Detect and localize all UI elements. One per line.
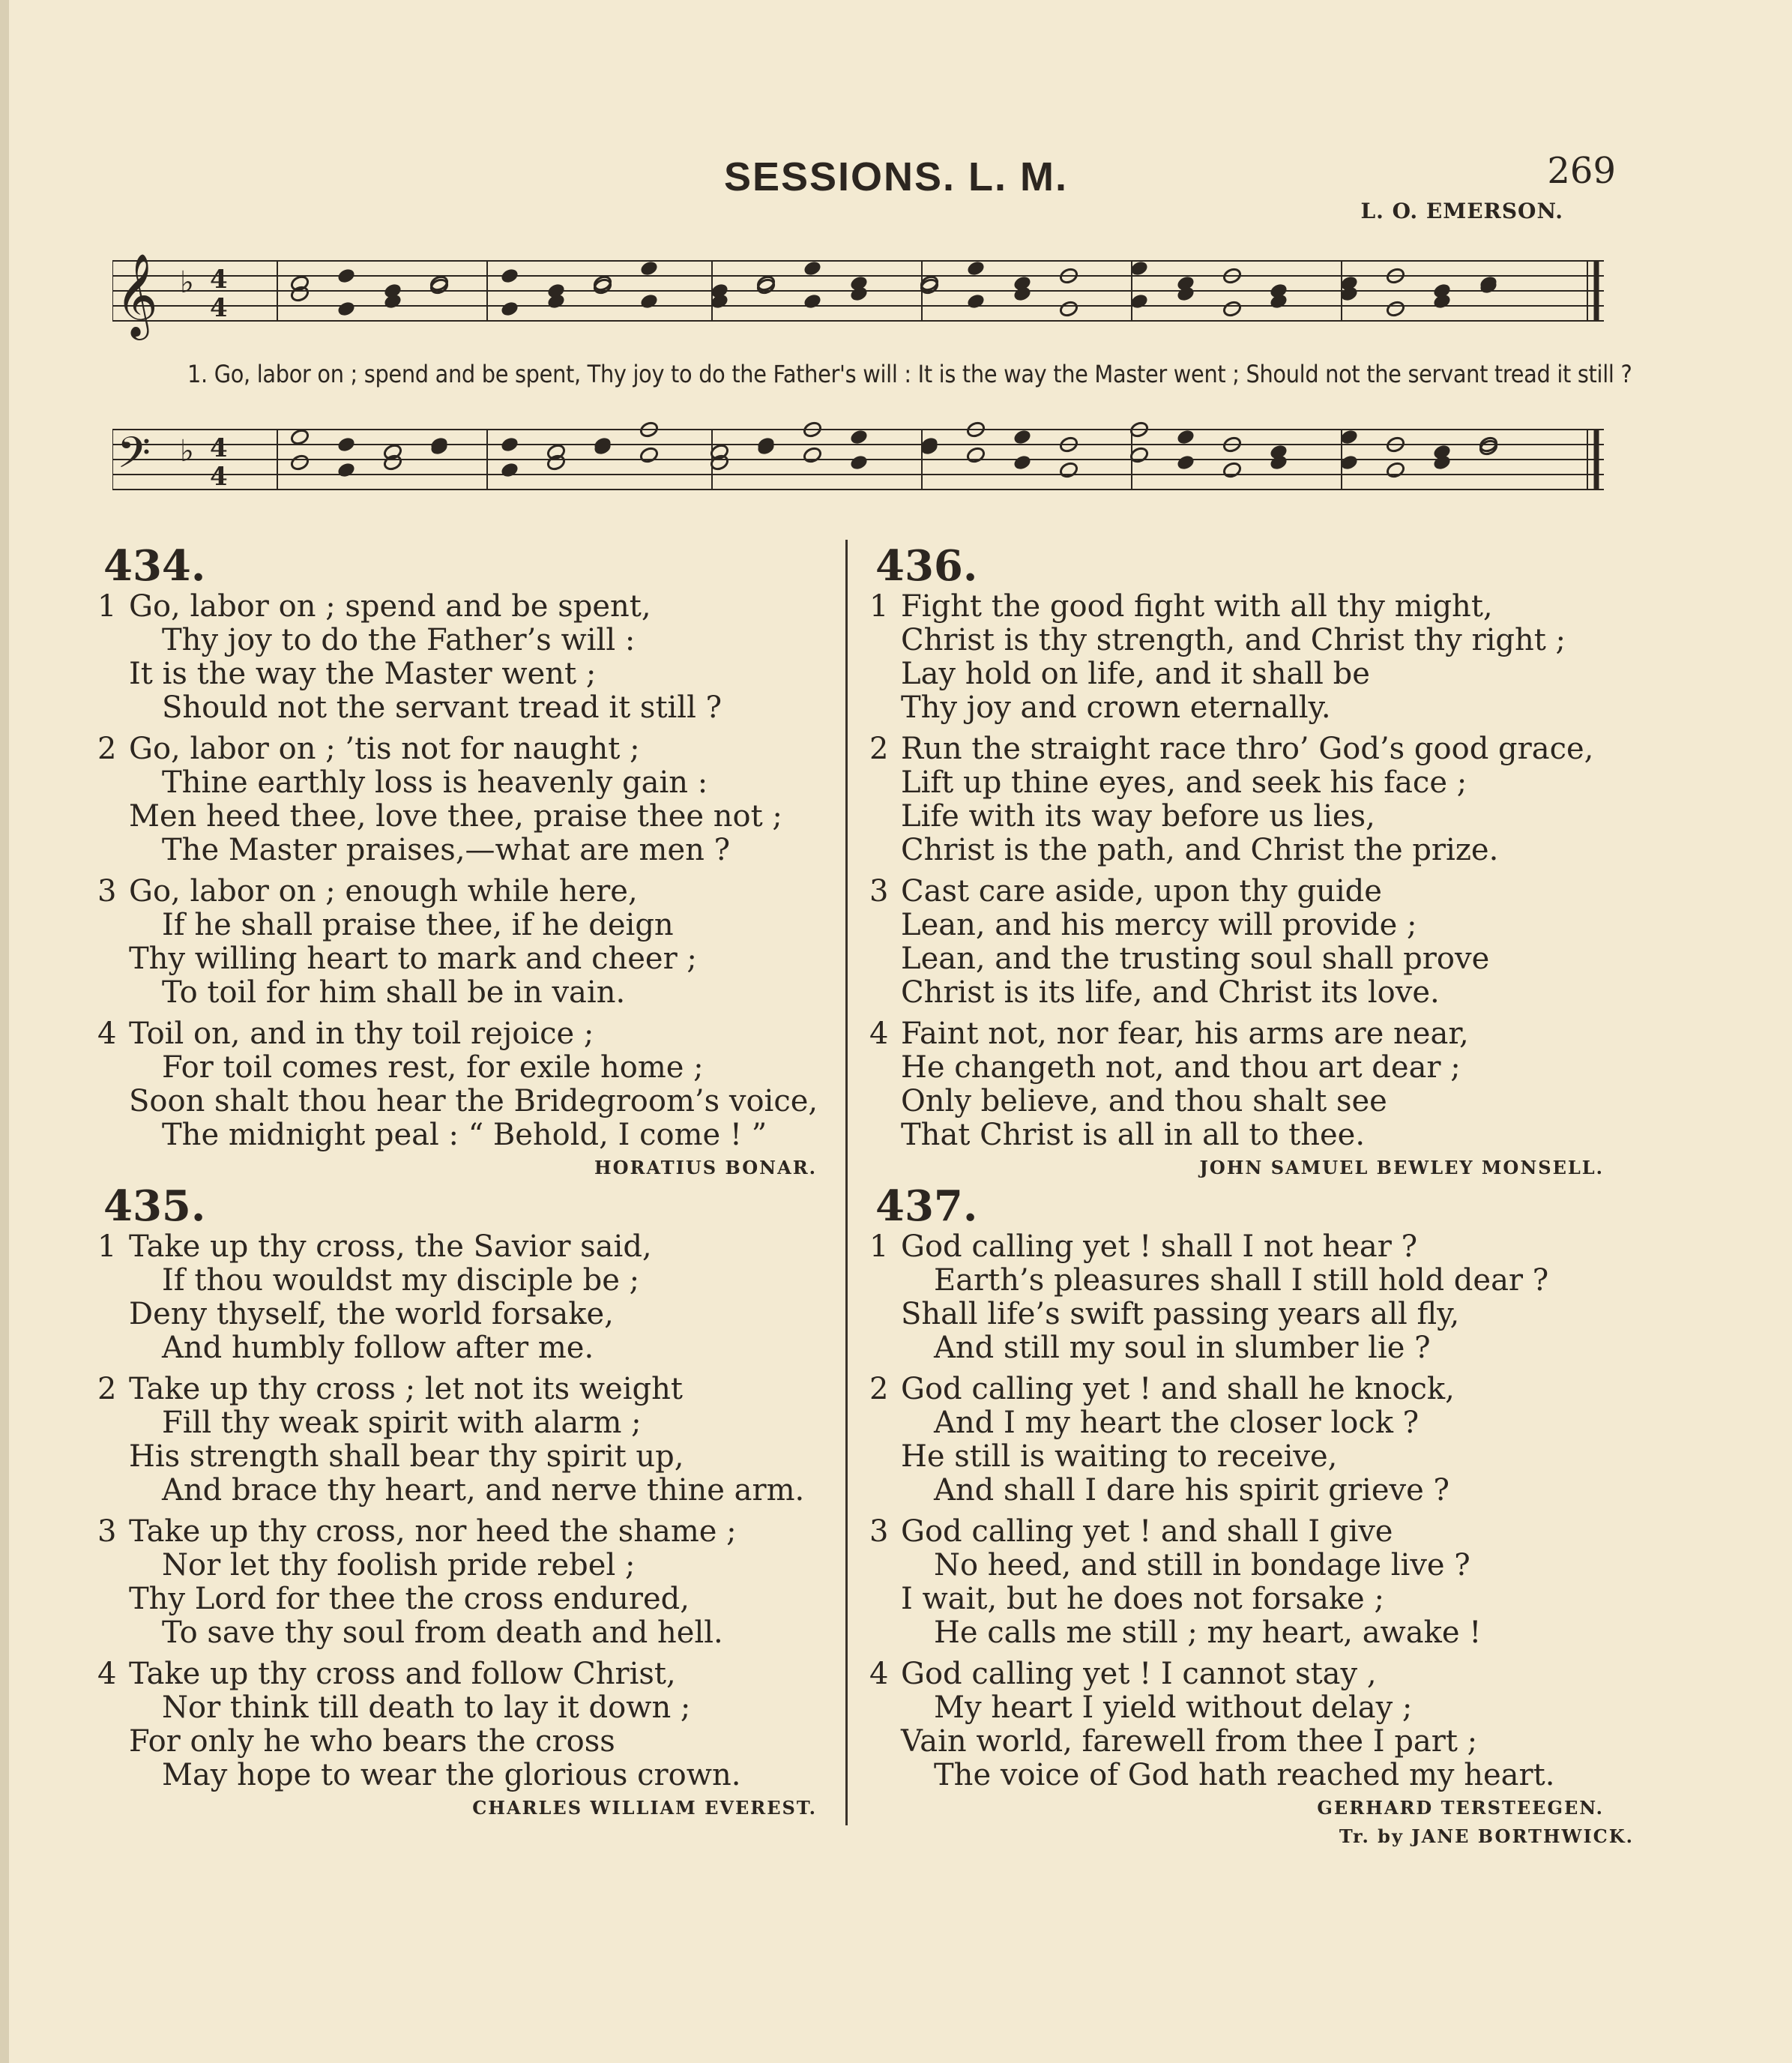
- verse-text: It is the way the Master went ;: [129, 657, 597, 691]
- stanza-number: 4: [869, 1017, 889, 1051]
- verse-text: Fight the good fight with all thy might,: [901, 589, 1493, 624]
- stanza: [869, 1017, 1634, 1152]
- verse-text: He still is waiting to receive,: [901, 1439, 1338, 1474]
- verse-text: God calling yet ! and shall I give: [901, 1514, 1393, 1549]
- stanza-number: 2: [97, 1372, 117, 1406]
- translator-credit: Tr. by JANE BORTHWICK.: [1339, 1825, 1634, 1847]
- verse-line: [97, 800, 847, 834]
- verse-text: Cast care aside, upon thy guide: [901, 874, 1382, 909]
- stanza-number: 2: [97, 732, 117, 766]
- stanza-number: 3: [97, 1514, 117, 1549]
- verse-text: The Master praises,—what are men ?: [162, 833, 731, 867]
- verse-text: Christ is its life, and Christ its love.: [901, 975, 1440, 1010]
- verse-text: Lean, and the trusting soul shall prove: [901, 942, 1490, 976]
- verse-text: Go, labor on ; enough while here,: [129, 874, 638, 909]
- hymn: [97, 1181, 847, 1819]
- verse-line: [97, 942, 847, 976]
- note-head: [500, 461, 520, 479]
- svg-text:4: 4: [210, 293, 228, 323]
- verse-line: [97, 657, 847, 691]
- verse-line: [97, 1406, 847, 1440]
- verse-line: [869, 1331, 1634, 1365]
- verse-text: If thou wouldst my disciple be ;: [162, 1263, 640, 1298]
- verse-line: [97, 1331, 847, 1365]
- bass-staff: [112, 416, 1604, 517]
- verse-text: He changeth not, and thou art dear ;: [901, 1050, 1461, 1085]
- verse-text: And brace thy heart, and nerve thine arm.: [162, 1473, 805, 1508]
- stanza: [869, 1230, 1634, 1365]
- verse-line: [97, 834, 847, 867]
- verse-text: Go, labor on ; spend and be spent,: [129, 589, 651, 624]
- note-head: [337, 267, 357, 285]
- note-head: [803, 446, 823, 464]
- verse-text: If he shall praise thee, if he deign: [162, 908, 674, 942]
- stanza-number: 3: [97, 874, 117, 909]
- verse-text: Vain world, farewell from thee I part ;: [901, 1724, 1478, 1759]
- verse-text: Christ is thy strength, and Christ thy right ;: [901, 623, 1566, 657]
- verse-line: [97, 1515, 847, 1549]
- verse-text: Toil on, and in thy toil rejoice ;: [129, 1017, 594, 1051]
- verse-line: [97, 1549, 847, 1582]
- stanza-number: 4: [869, 1657, 889, 1691]
- verse-text: God calling yet ! shall I not hear ?: [901, 1229, 1418, 1264]
- note-head: [639, 259, 660, 277]
- stanza-number: 1: [97, 589, 117, 624]
- note-head: [337, 461, 357, 479]
- verse-line: [97, 1051, 847, 1085]
- verse-line: [97, 590, 847, 624]
- note-head: [1386, 300, 1406, 318]
- verse-line: [97, 1298, 847, 1331]
- svg-text:𝄢: 𝄢: [117, 427, 151, 489]
- stanza-number: 2: [869, 1372, 889, 1406]
- verse-text: He calls me still ; my heart, awake !: [934, 1615, 1482, 1650]
- verse-text: That Christ is all in all to thee.: [901, 1118, 1366, 1152]
- verse-text: God calling yet ! I cannot stay ,: [901, 1657, 1377, 1691]
- verse-line: [97, 909, 847, 942]
- verse-line: [97, 1440, 847, 1474]
- note-head: [849, 428, 869, 446]
- verse-text: Should not the servant tread it still ?: [162, 690, 722, 725]
- verse-text: To toil for him shall be in vain.: [162, 975, 626, 1010]
- verse-line: [97, 1759, 847, 1792]
- verse-text: The midnight peal : “ Behold, I come ! ”: [162, 1118, 767, 1152]
- verse-line: [97, 1230, 847, 1264]
- verse-line: [869, 1725, 1634, 1759]
- verse-line: [869, 1549, 1634, 1582]
- note-head: [639, 292, 660, 310]
- verse-text: And still my soul in slumber lie ?: [934, 1331, 1431, 1365]
- verse-text: No heed, and still in bondage live ?: [934, 1548, 1470, 1582]
- verse-text: Life with its way before us lies,: [901, 799, 1375, 834]
- note-head: [966, 446, 986, 464]
- stanza: [869, 1657, 1634, 1792]
- verse-text: To save thy soul from death and hell.: [162, 1615, 723, 1650]
- note-head: [290, 428, 310, 446]
- stanza: [97, 732, 847, 867]
- verse-text: Take up thy cross, nor heed the shame ;: [129, 1514, 737, 1549]
- svg-text:𝄞: 𝄞: [115, 253, 158, 337]
- note-head: [337, 436, 357, 454]
- note-head: [803, 292, 823, 310]
- verse-text: Men heed thee, love thee, praise thee not ;: [129, 799, 782, 834]
- verse-text: And shall I dare his spirit grieve ?: [934, 1473, 1449, 1508]
- verse-line: [869, 1616, 1634, 1650]
- verse-text: Earth’s pleasures shall I still hold dear ?: [934, 1263, 1549, 1298]
- verse-text: Nor let thy foolish pride rebel ;: [162, 1548, 636, 1582]
- note-head: [1013, 454, 1033, 472]
- stanza: [869, 732, 1634, 867]
- verse-line: [869, 624, 1634, 657]
- verse-line: [869, 1406, 1634, 1440]
- verse-line: [869, 691, 1634, 725]
- stanza: [97, 590, 847, 725]
- verse-text: Take up thy cross, the Savior said,: [129, 1229, 652, 1264]
- stanza-number: 3: [869, 1514, 889, 1549]
- verse-text: Lift up thine eyes, and seek his face ;: [901, 765, 1467, 800]
- note-head: [1176, 428, 1196, 446]
- verse-line: [869, 1759, 1634, 1792]
- stanza: [869, 1373, 1634, 1508]
- verse-line: [97, 691, 847, 725]
- verse-text: Run the straight race thro’ God’s good grace,: [901, 732, 1594, 766]
- verse-text: For only he who bears the cross: [129, 1724, 615, 1759]
- verse-text: His strength shall bear thy spirit up,: [129, 1439, 684, 1474]
- verse-line: [869, 1051, 1634, 1085]
- verse-text: Take up thy cross and follow Christ,: [129, 1657, 676, 1691]
- verse-text: Thy joy and crown eternally.: [901, 690, 1331, 725]
- verse-text: Shall life’s swift passing years all fly,: [901, 1297, 1460, 1331]
- verse-text: Thy joy to do the Father’s will :: [162, 623, 636, 657]
- stanza-number: 1: [869, 589, 889, 624]
- hymn: [869, 543, 1634, 1179]
- svg-text:♭: ♭: [180, 434, 194, 469]
- verse-line: [97, 1474, 847, 1508]
- verse-text: Faint not, nor fear, his arms are near,: [901, 1017, 1469, 1051]
- verse-line: [869, 657, 1634, 691]
- verse-text: Fill thy weak spirit with alarm ;: [162, 1406, 642, 1440]
- stanza: [869, 875, 1634, 1010]
- left-column: [97, 543, 847, 1824]
- right-column: [869, 543, 1634, 1849]
- svg-text:4: 4: [210, 433, 228, 463]
- stanza-number: 3: [869, 874, 889, 909]
- stanza-number: 1: [97, 1229, 117, 1264]
- stanza: [97, 1515, 847, 1650]
- verse-line: [869, 1515, 1634, 1549]
- note-head: [1059, 300, 1079, 318]
- verse-text: Lean, and his mercy will provide ;: [901, 908, 1417, 942]
- note-head: [803, 259, 823, 277]
- author-credit: CHARLES WILLIAM EVEREST.: [472, 1797, 817, 1819]
- stanza-number: 1: [869, 1229, 889, 1264]
- verse-line: [869, 1691, 1634, 1725]
- hymn-number: 437.: [875, 1181, 978, 1231]
- verse-line: [97, 1691, 847, 1725]
- verse-text: Thine earthly loss is heavenly gain :: [162, 765, 708, 800]
- verse-line: [869, 976, 1634, 1010]
- verse-text: Deny thyself, the world forsake,: [129, 1297, 614, 1331]
- music-lyric-line: 1. Go, labor on ; spend and be spent, Thy joy to do the Father's will : It is the way the Master went ; Should not the servant tread it still ?: [187, 360, 1632, 388]
- page-number: 269: [1547, 150, 1616, 192]
- verse-line: [869, 1017, 1634, 1051]
- note-head: [639, 446, 660, 464]
- note-head: [1222, 300, 1243, 318]
- author-credit: HORATIUS BONAR.: [594, 1157, 817, 1178]
- stanza: [869, 1515, 1634, 1650]
- note-head: [966, 259, 986, 277]
- verse-text: May hope to wear the glorious crown.: [162, 1758, 741, 1792]
- stanza-number: 4: [97, 1657, 117, 1691]
- author-credit: JOHN SAMUEL BEWLEY MONSELL.: [1199, 1157, 1604, 1178]
- note-head: [1222, 461, 1243, 479]
- treble-staff: [112, 247, 1604, 349]
- verse-line: [869, 732, 1634, 766]
- hymn: [869, 1181, 1634, 1849]
- verse-line: [97, 1373, 847, 1406]
- note-head: [1386, 461, 1406, 479]
- verse-text: Soon shalt thou hear the Bridegroom’s voice,: [129, 1084, 818, 1118]
- verse-line: [869, 1118, 1634, 1152]
- verse-text: I wait, but he does not forsake ;: [901, 1582, 1384, 1616]
- note-head: [849, 454, 869, 472]
- verse-line: [869, 590, 1634, 624]
- stanza-number: 4: [97, 1017, 117, 1051]
- verse-line: [97, 1582, 847, 1616]
- verse-line: [97, 732, 847, 766]
- verse-line: [97, 976, 847, 1010]
- verse-text: Thy willing heart to mark and cheer ;: [129, 942, 697, 976]
- verse-line: [869, 1085, 1634, 1118]
- verse-line: [97, 1616, 847, 1650]
- verse-line: [97, 624, 847, 657]
- stanza: [97, 875, 847, 1010]
- note-head: [1013, 428, 1033, 446]
- verse-line: [869, 1230, 1634, 1264]
- verse-text: My heart I yield without delay ;: [934, 1690, 1413, 1725]
- svg-text:4: 4: [210, 265, 228, 295]
- verse-text: Nor think till death to lay it down ;: [162, 1690, 691, 1725]
- verse-line: [869, 1657, 1634, 1691]
- hymn: [97, 543, 847, 1179]
- hymn-number: 436.: [875, 541, 978, 591]
- note-head: [500, 436, 520, 454]
- verse-text: And I my heart the closer lock ?: [934, 1406, 1420, 1440]
- verse-line: [869, 1373, 1634, 1406]
- verse-text: Go, labor on ; ’tis not for naught ;: [129, 732, 640, 766]
- verse-line: [869, 1298, 1634, 1331]
- composer-credit: L. O. EMERSON.: [1360, 199, 1563, 223]
- verse-text: The voice of God hath reached my heart.: [934, 1758, 1555, 1792]
- svg-text:♭: ♭: [180, 265, 194, 300]
- verse-text: Thy Lord for thee the cross endured,: [129, 1582, 690, 1616]
- verse-line: [869, 1440, 1634, 1474]
- stanza: [97, 1230, 847, 1365]
- note-head: [290, 454, 310, 472]
- verse-text: Take up thy cross ; let not its weight: [129, 1372, 683, 1406]
- page-edge: [0, 0, 9, 2063]
- verse-line: [869, 875, 1634, 909]
- verse-text: Only believe, and thou shalt see: [901, 1084, 1387, 1118]
- stanza: [97, 1657, 847, 1792]
- verse-line: [869, 1264, 1634, 1298]
- stanza: [97, 1017, 847, 1152]
- verse-line: [869, 1474, 1634, 1508]
- verse-line: [869, 1582, 1634, 1616]
- author-credit: GERHARD TERSTEEGEN.: [1317, 1797, 1604, 1819]
- verse-line: [869, 834, 1634, 867]
- note-head: [337, 300, 357, 318]
- note-head: [966, 292, 986, 310]
- verse-line: [869, 909, 1634, 942]
- verse-text: Lay hold on life, and it shall be: [901, 657, 1370, 691]
- verse-text: For toil comes rest, for exile home ;: [162, 1050, 704, 1085]
- stanza: [97, 1373, 847, 1508]
- verse-line: [97, 1264, 847, 1298]
- verse-line: [869, 800, 1634, 834]
- verse-line: [97, 766, 847, 800]
- note-head: [500, 300, 520, 318]
- stanza: [869, 590, 1634, 725]
- note-head: [1176, 454, 1196, 472]
- hymn-tune-title: SESSIONS. L. M.: [723, 154, 1069, 199]
- verse-line: [869, 942, 1634, 976]
- verse-line: [869, 766, 1634, 800]
- hymn-number: 435.: [103, 1181, 206, 1231]
- svg-text:4: 4: [210, 462, 228, 492]
- verse-line: [97, 1118, 847, 1152]
- note-head: [1059, 461, 1079, 479]
- verse-line: [97, 1725, 847, 1759]
- note-head: [500, 267, 520, 285]
- verse-text: Christ is the path, and Christ the prize.: [901, 833, 1499, 867]
- stanza-number: 2: [869, 732, 889, 766]
- verse-text: And humbly follow after me.: [162, 1331, 594, 1365]
- verse-line: [97, 1017, 847, 1051]
- verse-text: God calling yet ! and shall he knock,: [901, 1372, 1455, 1406]
- verse-line: [97, 1657, 847, 1691]
- verse-line: [97, 875, 847, 909]
- hymn-number: 434.: [103, 541, 206, 591]
- verse-line: [97, 1085, 847, 1118]
